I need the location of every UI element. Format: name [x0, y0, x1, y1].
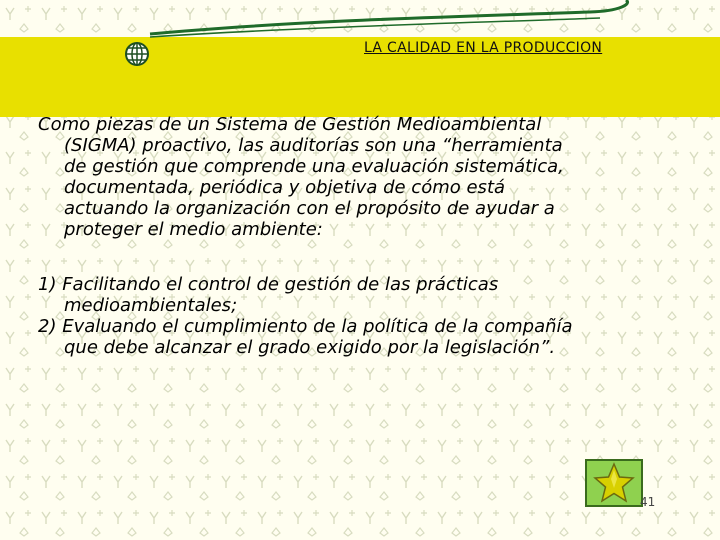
paragraph-line: Como piezas de un Sistema de Gestión Medioambiental: [38, 114, 542, 135]
numbered-list: [38, 274, 678, 358]
list-item-2: 2) Evaluando el cumplimiento de la política de la compañía: [38, 316, 573, 337]
globe-icon: [124, 41, 150, 67]
list-item-1: 1) Facilitando el control de gestión de las prácticas: [38, 274, 499, 295]
star-nav-button[interactable]: [585, 459, 643, 507]
paragraph-line: proteger el medio ambiente:: [64, 219, 323, 240]
list-item-2-continued: que debe alcanzar el grado exigido por la legislación”.: [64, 337, 556, 358]
paragraph-line: actuando la organización con el propósito de ayudar a: [64, 198, 555, 219]
list-item-1-continued: medioambientales;: [64, 295, 238, 316]
paragraph-line: documentada, periódica y objetiva de cómo está: [64, 177, 506, 198]
header-swoosh: [0, 0, 720, 120]
star-icon: [588, 462, 640, 504]
page-number: 41: [640, 495, 656, 509]
slide-title: LA CALIDAD EN LA PRODUCCION: [364, 40, 603, 56]
intro-paragraph: [38, 114, 678, 240]
paragraph-line: de gestión que comprende una evaluación sistemática,: [64, 156, 564, 177]
paragraph-line: (SIGMA) proactivo, las auditorías son una “herramienta: [64, 135, 563, 156]
